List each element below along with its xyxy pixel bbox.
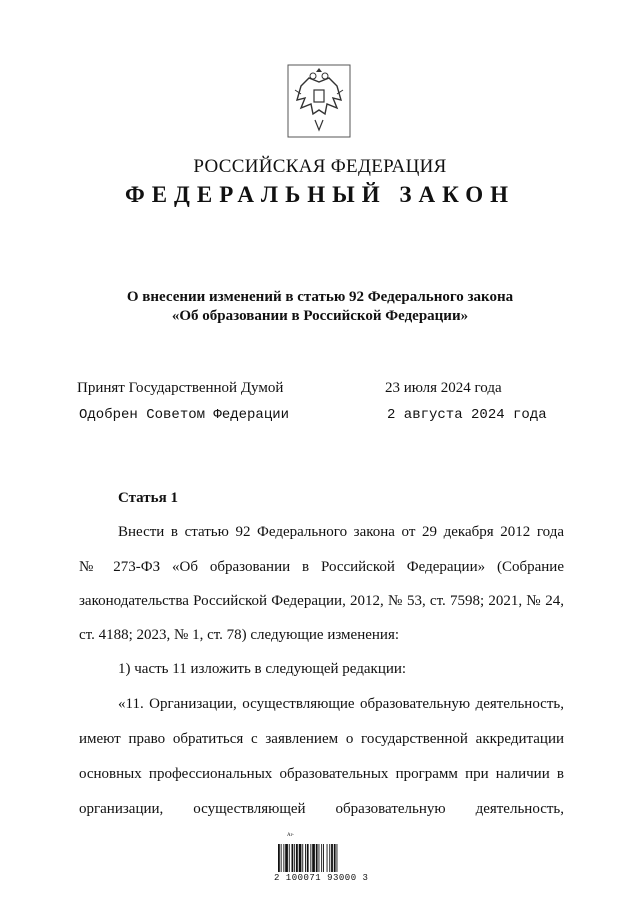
- barcode-icon: [276, 838, 364, 878]
- article-text-line: «11. Организации, осуществляющие образовательную деятельность,: [118, 696, 564, 712]
- barcode-tag: Ar-: [287, 833, 294, 838]
- article-text-line: организации, осуществляющей образовательную деятельность,: [79, 801, 564, 817]
- adopted-date: 23 июля 2024 года: [385, 380, 502, 396]
- document-type-heading: ФЕДЕРАЛЬНЫЙ ЗАКОН: [124, 182, 516, 207]
- article-text-line: основных профессиональных образовательных программ при наличии в: [79, 766, 564, 782]
- country-heading: РОССИЙСКАЯ ФЕДЕРАЦИЯ: [193, 156, 447, 177]
- article-text-line: Внести в статью 92 Федерального закона от 29 декабря 2012 года: [118, 524, 564, 540]
- law-title-line-1: О внесении изменений в статью 92 Федерального закона: [126, 289, 514, 305]
- article-text-line: ст. 4188; 2023, № 1, ст. 78) следующие изменения:: [79, 627, 400, 643]
- approved-by-label: Одобрен Советом Федерации: [79, 407, 290, 423]
- article-text-line: № 273-ФЗ «Об образовании в Российской Федерации» (Собрание: [79, 559, 564, 575]
- barcode-number: 2 100071 93000 3: [274, 873, 369, 883]
- article-text-line: 1) часть 11 изложить в следующей редакции:: [118, 661, 407, 677]
- article-text-line: законодательства Российской Федерации, 2012, № 53, ст. 7598; 2021, № 24,: [79, 593, 564, 609]
- approved-date: 2 августа 2024 года: [387, 407, 547, 423]
- law-title-line-2: «Об образовании в Российской Федерации»: [171, 308, 469, 324]
- article-heading: Статья 1: [118, 490, 178, 506]
- adopted-by-label: Принят Государственной Думой: [77, 380, 284, 396]
- article-text-line: имеют право обратиться с заявлением о государственной аккредитации: [79, 731, 564, 747]
- coat-of-arms-emblem: [287, 64, 351, 138]
